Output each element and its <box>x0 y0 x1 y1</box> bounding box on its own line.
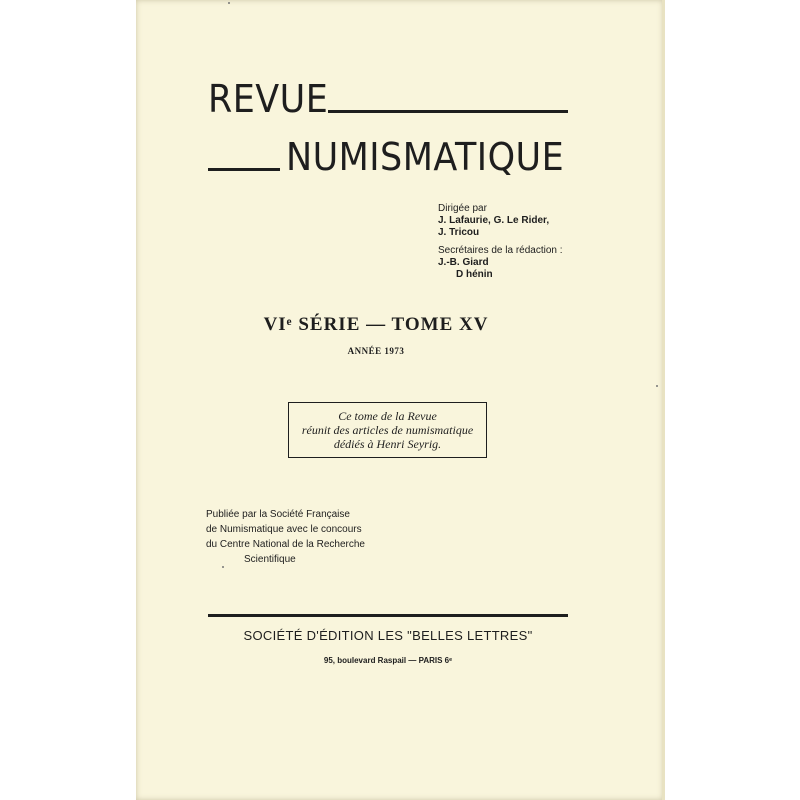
title-rule-right <box>328 110 568 113</box>
secretaries-label: Secrétaires de la rédaction : <box>438 245 563 256</box>
publisher-note-line-1: Publiée par la Société Française <box>206 509 350 520</box>
paper-speck <box>656 385 658 387</box>
journal-cover <box>136 0 663 800</box>
publication-year: ANNÉE 1973 <box>347 346 405 356</box>
secretaries-line-1: J.-B. Giard <box>438 257 489 268</box>
cover-edge <box>662 0 665 800</box>
directors-line-1: J. Lafaurie, G. Le Rider, <box>438 215 550 226</box>
editorial-board <box>438 203 563 281</box>
title-line-revue: REVUE <box>208 77 329 121</box>
notice-line-3: dédiés à Henri Seyrig. <box>333 437 442 451</box>
publisher-note-line-4: Scientifique <box>244 554 296 565</box>
publisher-address: 95, boulevard Raspail — PARIS 6ᵉ <box>323 656 453 665</box>
directed-by-label: Dirigée par <box>438 203 487 214</box>
paper-speck <box>228 2 230 4</box>
notice-line-1: Ce tome de la Revue <box>338 409 437 423</box>
paper-speck <box>222 566 224 568</box>
footer-rule <box>208 614 568 617</box>
directors-line-2: J. Tricou <box>438 227 480 238</box>
title-line-numismatique: NUMISMATIQUE <box>286 135 565 179</box>
notice-line-2: réunit des articles de numismatique <box>301 423 474 437</box>
title-rule-left <box>208 168 280 171</box>
series-volume: VIᵉ SÉRIE — TOME XV <box>263 314 489 335</box>
publisher-note-line-2: de Numismatique avec le concours <box>206 524 362 535</box>
publisher-note <box>206 507 365 567</box>
publisher-note-line-3: du Centre National de la Recherche <box>206 539 365 550</box>
dedication-notice-box <box>288 402 487 458</box>
secretaries-line-2: D hénin <box>456 269 493 280</box>
publisher-imprint: SOCIÉTÉ D'ÉDITION LES "BELLES LETTRES" <box>243 628 533 643</box>
